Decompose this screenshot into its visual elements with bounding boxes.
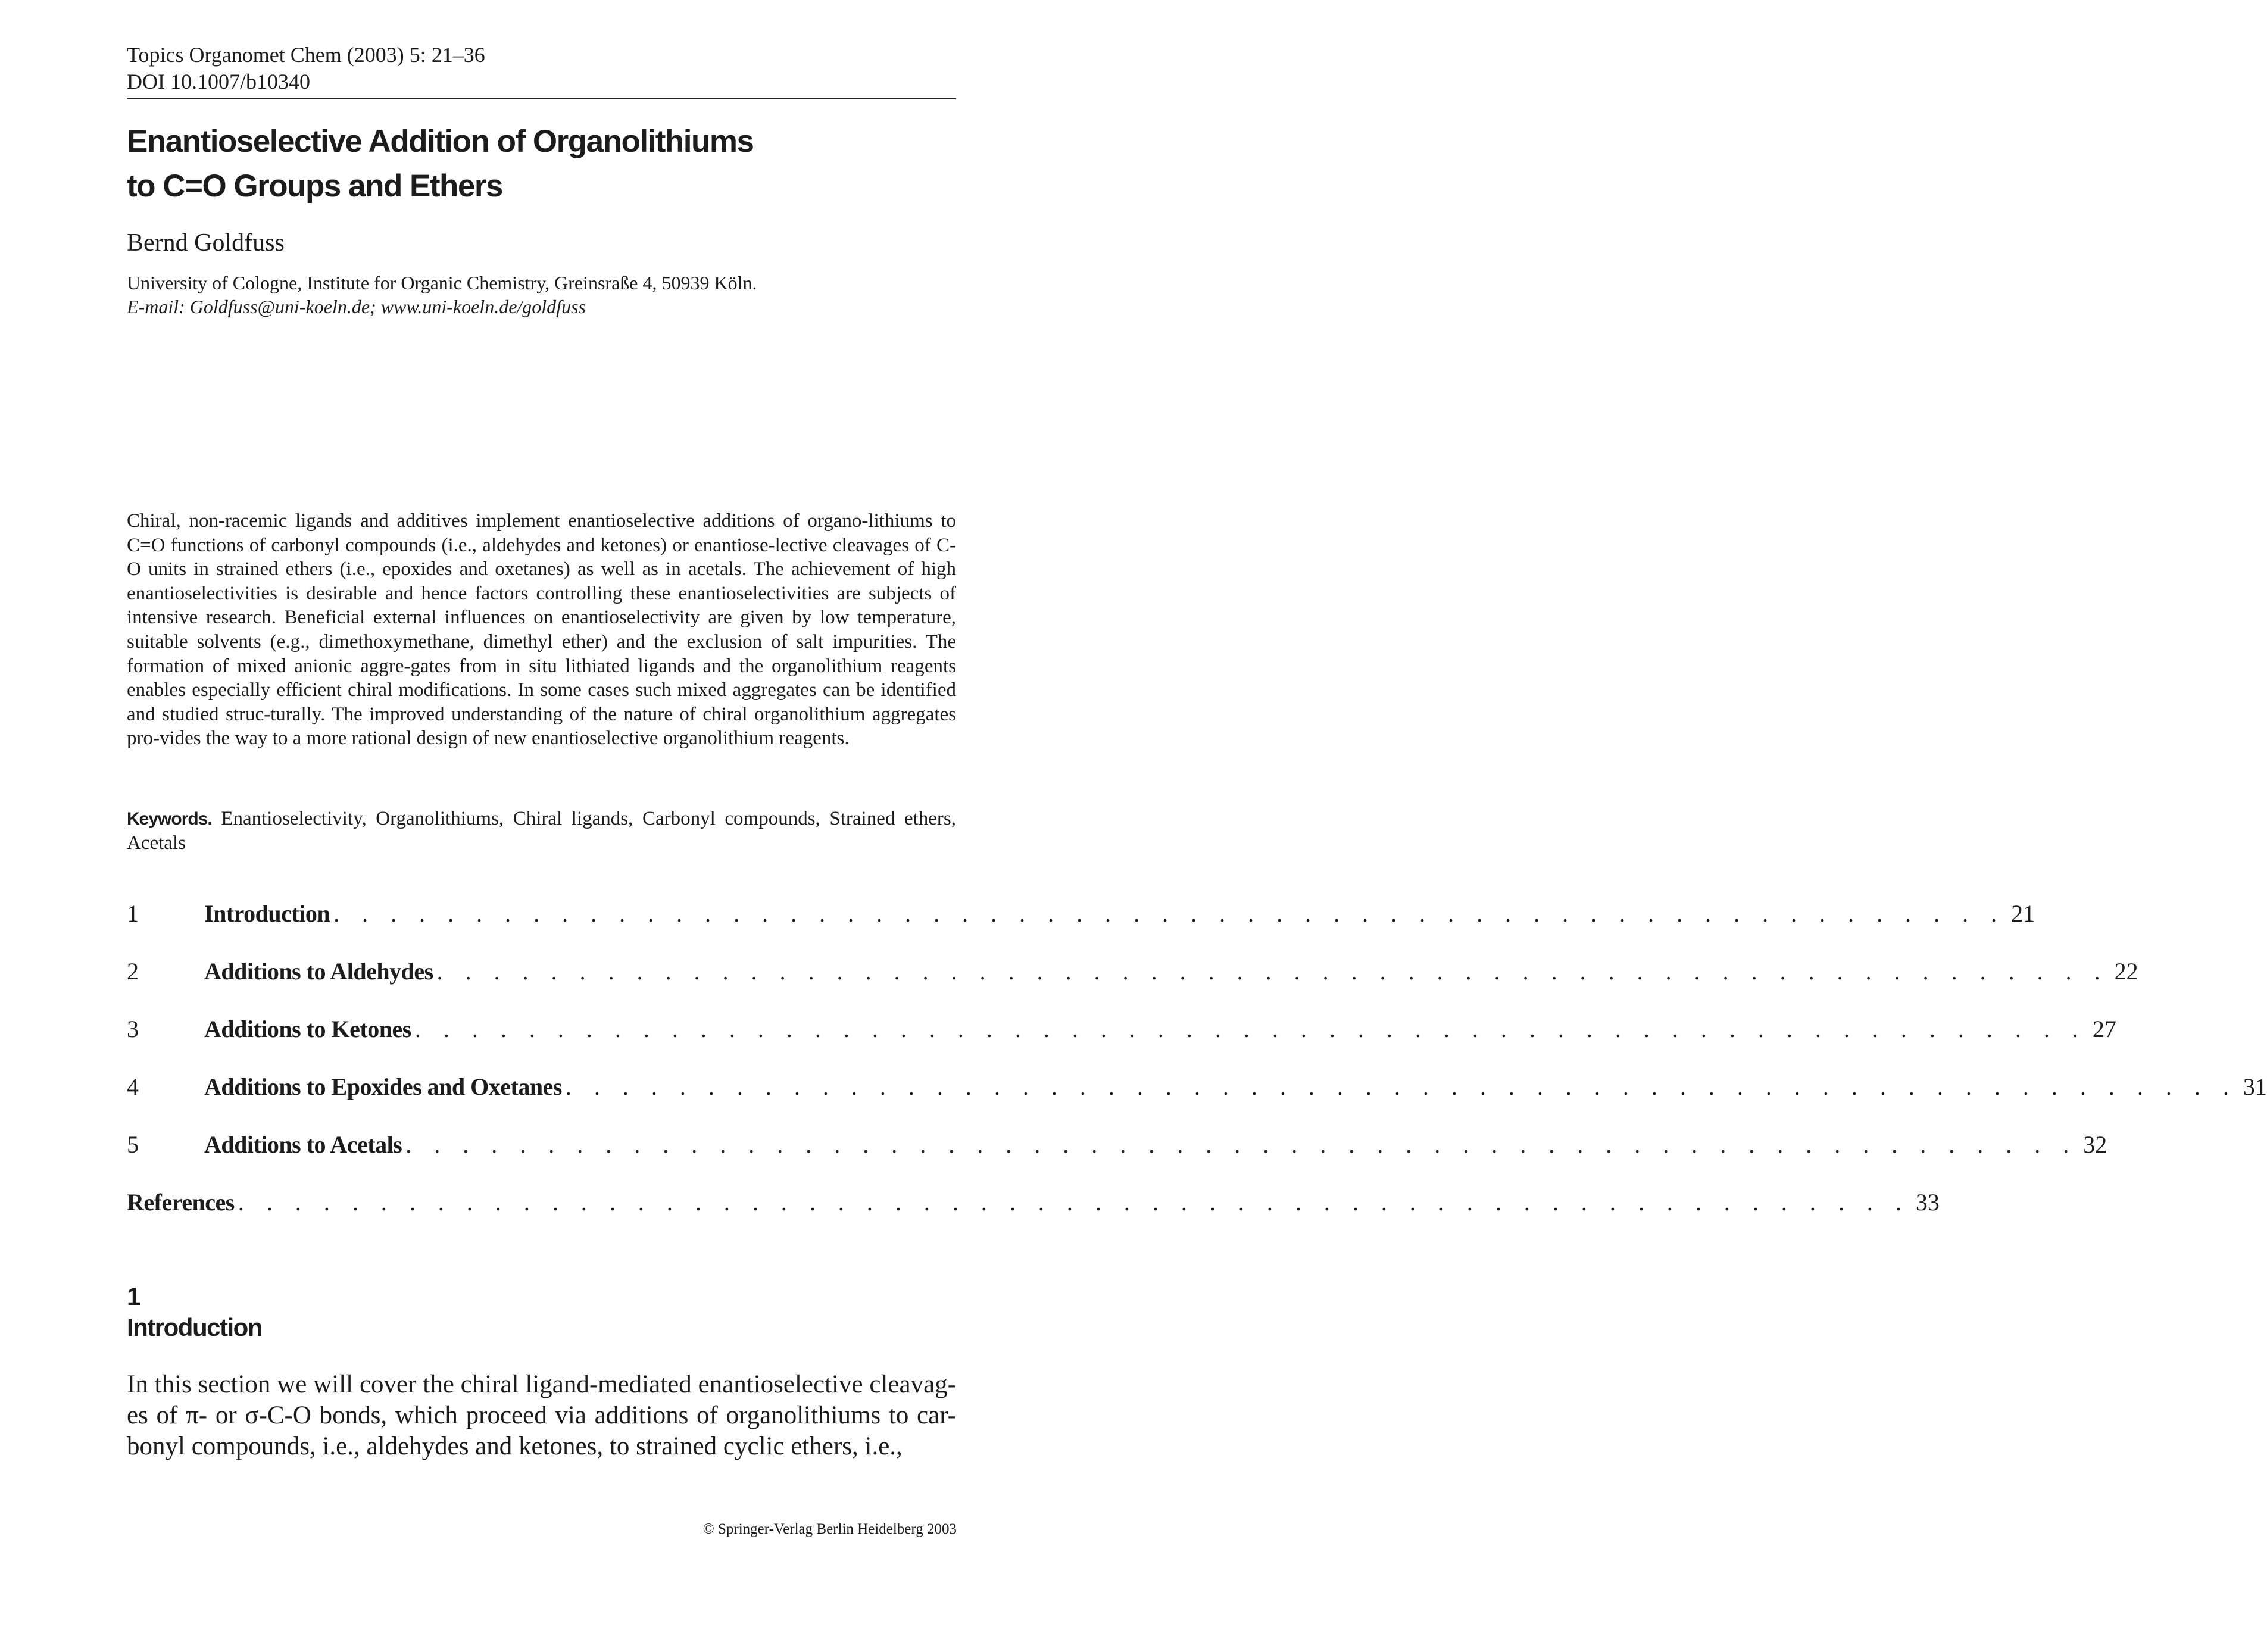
author-name: Bernd Goldfuss: [127, 229, 285, 257]
doi: DOI 10.1007/b10340: [127, 70, 310, 93]
toc-entry-title: References: [127, 1189, 235, 1216]
abstract: Chiral, non-racemic ligands and additives implement enantioselective additions of organo-lithiums to C=O functions of carbonyl compounds (i.e., aldehydes and ketones) or enantiose-lective cleavages of C-O units in strained ethers (i.e., epoxides and oxetanes) as well as in acetals. The achievement of high enantioselectivities is desirable and hence factors controlling these enantioselectivities are subjects of intensive research. Beneficial external influences on enantioselectivity are given by low temperature, suitable solvents (e.g., dimethoxymethane, dimethyl ether) and the exclusion of salt impurities. The formation of mixed anionic aggre-gates from in situ lithiated ligands and the organolithium reagents enables especially efficient chiral modifications. In some cases such mixed aggregates can be identified and studied struc-turally. The improved understanding of the nature of chiral organolithium aggregates pro-vides the way to a more rational design of new enantioselective organolithium reagents.: [127, 510, 956, 750]
toc-leader-dots: . . . . . . . . . . . . . . . . . . . . . . . . . . . . . . . . . . . . . . . . . . . . . . . . . . . . . . . . . . .: [414, 1016, 2087, 1042]
toc-entry-page: 22: [2114, 958, 2138, 985]
toc-entry-number: 4: [127, 1073, 139, 1100]
toc-entry[interactable]: [127, 1014, 2116, 1072]
toc-entry[interactable]: [127, 899, 2035, 957]
toc-leader-dots: . . . . . . . . . . . . . . . . . . . . . . . . . . . . . . . . . . . . . . . . . . . . . . . . . . . . . . . . . . .: [238, 1189, 1910, 1216]
toc-entry-page: 27: [2092, 1016, 2116, 1042]
article-title: [127, 119, 960, 208]
section-number: 1: [127, 1282, 140, 1310]
toc-entry-title: Additions to Acetals: [204, 1131, 402, 1158]
toc-entry-number: 5: [127, 1131, 139, 1158]
header-rule: [127, 98, 956, 99]
toc-entry-title: Additions to Epoxides and Oxetanes: [204, 1073, 562, 1100]
author-email: E-mail: Goldfuss@uni-koeln.de; www.uni-koeln.de/goldfuss: [127, 296, 586, 317]
author-affiliation: University of Cologne, Institute for Organic Chemistry, Greinsraße 4, 50939 Köln.: [127, 272, 757, 293]
toc-entry-number: 3: [127, 1016, 139, 1042]
toc-entry[interactable]: [127, 957, 2138, 1014]
title-line-2: to C=O Groups and Ethers: [127, 168, 503, 204]
section-body-text: In this section we will cover the chiral ligand-mediated enantioselective cleavag-es of π- or σ-C-O bonds, which proceed via additions of organolithiums to car-bonyl compounds, i.e., aldehydes and ketones, to strained cyclic ethers, i.e.,: [127, 1370, 956, 1460]
toc-entry-page: 33: [1915, 1189, 1940, 1216]
toc-leader-dots: . . . . . . . . . . . . . . . . . . . . . . . . . . . . . . . . . . . . . . . . . . . . . . . . . . . . . . . . . . .: [565, 1073, 2237, 1100]
section-title: Introduction: [127, 1313, 262, 1341]
toc-entry-references[interactable]: [127, 1188, 1940, 1245]
toc-entry-title: Additions to Ketones: [204, 1016, 411, 1042]
journal-citation: Topics Organomet Chem (2003) 5: 21–36: [127, 43, 485, 67]
title-line-1: Enantioselective Addition of Organolithiums: [127, 124, 754, 159]
toc-leader-dots: . . . . . . . . . . . . . . . . . . . . . . . . . . . . . . . . . . . . . . . . . . . . . . . . . . . . . . . . . . .: [333, 900, 2006, 927]
keywords: [127, 807, 956, 855]
toc-entry-title: Introduction: [204, 900, 330, 927]
toc-entry-page: 31: [2243, 1073, 2267, 1100]
toc-entry-title: Additions to Aldehydes: [204, 958, 433, 985]
toc-entry[interactable]: [127, 1072, 2267, 1130]
toc-leader-dots: . . . . . . . . . . . . . . . . . . . . . . . . . . . . . . . . . . . . . . . . . . . . . . . . . . . . . . . . . . .: [405, 1131, 2078, 1158]
toc-entry-number: 2: [127, 958, 139, 985]
toc-entry-page: 32: [2083, 1131, 2107, 1158]
keywords-label: Keywords.: [127, 809, 212, 829]
toc-leader-dots: . . . . . . . . . . . . . . . . . . . . . . . . . . . . . . . . . . . . . . . . . . . . . . . . . . . . . . . . . . .: [436, 958, 2109, 985]
journal-header: [127, 42, 485, 95]
toc-entry-number: 1: [127, 900, 139, 927]
copyright-notice: © Springer-Verlag Berlin Heidelberg 2003: [702, 1521, 957, 1537]
toc-entry[interactable]: [127, 1130, 2107, 1188]
table-of-contents: [127, 899, 2267, 1245]
toc-entry-page: 21: [2011, 900, 2035, 927]
keywords-text: Enantioselectivity, Organolithiums, Chiral ligands, Carbonyl compounds, Strained ethers, Acetals: [127, 808, 956, 854]
